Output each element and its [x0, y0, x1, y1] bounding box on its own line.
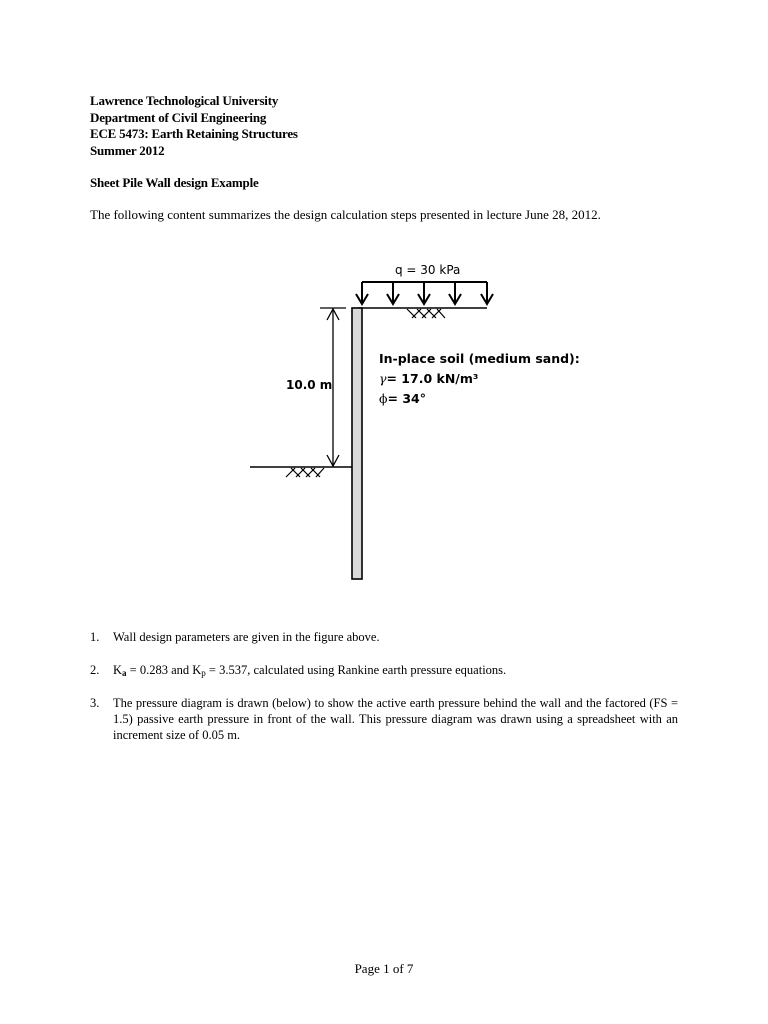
- unit-weight-value: = 17.0 kN/m³: [386, 371, 479, 386]
- friction-angle: [379, 389, 580, 409]
- term: Summer 2012: [90, 143, 165, 158]
- item-text: The pressure diagram is drawn (below) to show the active earth pressure behind the wall and the factored (FS = 1.5) passive earth pressure in front of the wall. This pressure diagram was drawn using a spreadsheet with an increment size of 0.05 m.: [113, 696, 678, 742]
- department-name: Department of Civil Engineering: [90, 110, 267, 125]
- item-number: 1.: [90, 630, 100, 644]
- ka-subscript: a: [122, 668, 127, 678]
- soil-title: In-place soil (medium sand):: [379, 351, 580, 366]
- kp-symbol: K: [192, 663, 202, 677]
- unit-weight: [379, 369, 580, 389]
- item-number: 3.: [90, 696, 100, 710]
- kp-subscript: p: [201, 668, 206, 678]
- course-name: ECE 5473: Earth Retaining Structures: [90, 126, 298, 141]
- phi-symbol: ϕ: [379, 391, 388, 406]
- item-number: 2.: [90, 663, 100, 677]
- surcharge-label: q = 30 kPa: [395, 263, 461, 277]
- friction-angle-value: = 34°: [387, 391, 427, 406]
- surcharge-arrows: [356, 282, 493, 304]
- ka-symbol: K: [113, 663, 123, 677]
- kp-value: = 3.537, calculated using Rankine earth pressure equations.: [205, 663, 507, 677]
- ka-value: = 0.283 and: [126, 663, 193, 677]
- ground-hatch-back: [407, 309, 445, 318]
- soil-properties: [379, 349, 580, 409]
- document-title: Sheet Pile Wall design Example: [90, 175, 259, 190]
- intro-paragraph: The following content summarizes the design calculation steps presented in lecture June 28, 2012.: [90, 207, 601, 222]
- item-text: Wall design parameters are given in the figure above.: [113, 630, 380, 644]
- university-name: Lawrence Technological University: [90, 93, 279, 108]
- item-text: [113, 662, 678, 678]
- gamma-symbol: γ: [379, 371, 387, 386]
- sheet-pile-wall: [352, 308, 362, 579]
- wall-height-label: 10.0 m: [286, 378, 333, 392]
- ground-hatch-front: [286, 468, 324, 477]
- page-number: Page 1 of 7: [354, 961, 414, 976]
